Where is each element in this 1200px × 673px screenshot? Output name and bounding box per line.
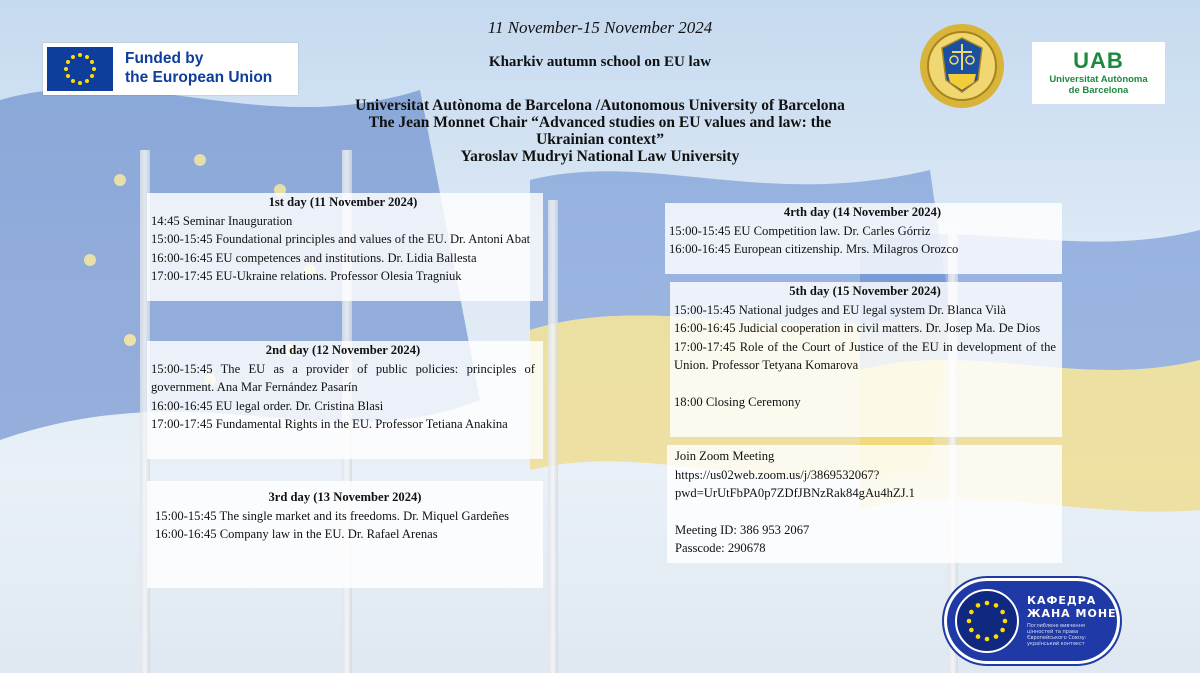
zoom-passcode: Passcode: 290678 [675, 541, 766, 556]
jean-monnet-chair-logo [947, 581, 1117, 661]
session-row: 15:00-15:45 The EU as a provider of public policies: principles of government. Ana Mar Fernández Pasarín [151, 361, 535, 395]
closing-ceremony: 18:00 Closing Ceremony [674, 394, 801, 409]
session-row: 17:00-17:45 Fundamental Rights in the EU. Professor Tetiana Anakina [151, 417, 508, 432]
day-2-title: 2nd day (12 November 2024) [265, 343, 421, 357]
organizer-line: Yaroslav Mudryi National Law University [460, 148, 740, 165]
session-row: 16:00-16:45 EU competences and institutions. Dr. Lidia Ballesta [151, 250, 477, 265]
chair-name-line1: КАФЕДРА [1027, 594, 1097, 607]
uab-logo [1032, 42, 1165, 104]
session-row: 14:45 Seminar Inauguration [151, 213, 293, 228]
law-university-crest-icon [918, 22, 1006, 110]
eu-stars-icon [955, 589, 1019, 653]
zoom-panel [667, 445, 1062, 563]
day-1-panel [147, 193, 543, 301]
day-4-panel [665, 203, 1062, 274]
organizer-line: Ukrainian context” [536, 131, 664, 148]
zoom-meeting-id: Meeting ID: 386 953 2067 [675, 522, 810, 537]
zoom-join-label: Join Zoom Meeting [675, 449, 775, 463]
session-row: 16:00-16:45 EU legal order. Dr. Cristina Blasi [151, 398, 384, 413]
school-title: Kharkiv autumn school on EU law [488, 54, 712, 70]
day-3-panel [147, 481, 543, 588]
spacer [675, 503, 1056, 521]
session-row: 15:00-15:45 National judges and EU legal system Dr. Blanca Vilà [674, 302, 1006, 317]
zoom-link-password[interactable]: pwd=UrUtFbPA0p7ZDfJBNzRak84gAu4hZJ.1 [675, 486, 915, 501]
day-1-title: 1st day (11 November 2024) [268, 195, 418, 209]
eu-flag-icon [47, 47, 113, 91]
chair-name-line2: ЖАНА МОНЕ [1027, 607, 1117, 620]
zoom-link[interactable]: https://us02web.zoom.us/j/3869532067? [675, 467, 880, 482]
eu-funded-text [125, 49, 272, 87]
eu-funded-line1: Funded by [125, 50, 204, 67]
organizer-line: Universitat Autònoma de Barcelona /Autonomous University of Barcelona [355, 97, 845, 114]
event-dates: 11 November-15 November 2024 [487, 18, 713, 37]
session-row: 17:00-17:45 Role of the Court of Justice of the EU in development of the Union. Professor Tetyana Komarova [674, 339, 1056, 373]
eu-funded-logo [43, 43, 298, 95]
uab-name-line2: de Barcelona [1068, 85, 1129, 96]
day-2-panel [147, 341, 543, 459]
session-row: 17:00-17:45 EU-Ukraine relations. Professor Olesia Tragniuk [151, 269, 462, 284]
day-3-title: 3rd day (13 November 2024) [268, 490, 422, 504]
uab-abbr: UAB [1073, 48, 1124, 73]
chair-subtitle: Поглиблене вивчення цінностей та права Європейського Союзу: український контекст [1027, 623, 1087, 647]
organizers-block [300, 97, 900, 165]
day-5-panel [670, 282, 1062, 437]
organizer-line: The Jean Monnet Chair “Advanced studies on EU values and law: the [368, 114, 832, 131]
day-4-title: 4rth day (14 November 2024) [783, 205, 942, 219]
session-row: 16:00-16:45 European citizenship. Mrs. Milagros Orozco [669, 242, 959, 257]
spacer [674, 375, 1056, 393]
session-row: 16:00-16:45 Judicial cooperation in civil matters. Dr. Josep Ma. De Dios [674, 321, 1041, 336]
eu-funded-line2: the European Union [125, 69, 273, 86]
day-5-title: 5th day (15 November 2024) [789, 284, 941, 298]
session-row: 15:00-15:45 EU Competition law. Dr. Carles Górriz [669, 223, 931, 238]
uab-name-line1: Universitat Autònoma [1049, 74, 1148, 85]
session-row: 16:00-16:45 Company law in the EU. Dr. Rafael Arenas [155, 527, 438, 542]
session-row: 15:00-15:45 The single market and its freedoms. Dr. Miquel Gardeñes [155, 508, 510, 523]
chair-name [1027, 594, 1117, 620]
session-row: 15:00-15:45 Foundational principles and values of the EU. Dr. Antoni Abat [151, 232, 531, 247]
